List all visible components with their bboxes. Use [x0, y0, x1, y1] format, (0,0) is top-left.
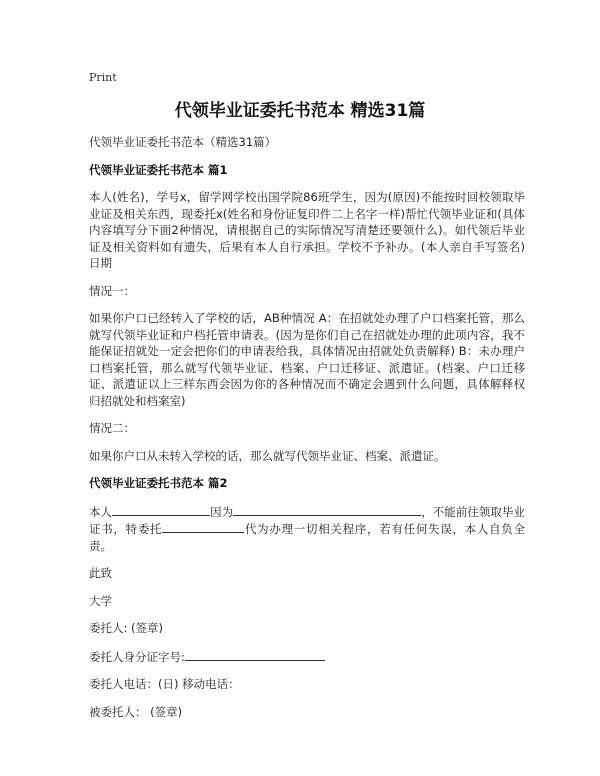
case-1-label: 情况一： — [89, 283, 135, 298]
text-principal: 本人 — [89, 504, 113, 519]
trustee-blank — [162, 520, 244, 533]
case-2-label: 情况二： — [89, 421, 135, 435]
document-body — [89, 134, 525, 731]
section-2-heading: 代领毕业证委托书范本 篇2 — [89, 476, 228, 490]
text-responsibility: 代为办理一切相关程序，若有任何失误，本人自负全责。 — [89, 522, 526, 553]
salutation: 此致 — [89, 566, 112, 580]
phone-line: 委托人电话：(日) 移动电话： — [89, 677, 240, 691]
id-line — [89, 648, 525, 666]
reason-blank — [233, 503, 421, 516]
case-2-text: 如果你户口从未转入学校的话，那么就写代领毕业证、档案、派遣证。 — [89, 448, 446, 463]
text-because: 因为 — [210, 504, 234, 519]
id-blank — [185, 648, 325, 661]
section-1-intro: 本人(姓名)，学号x，留学网学校出国学院86班学生，因为(原因)不能按时回校领取毕业证及相关东西，现委托x(姓名和身份证复印件二上名字一样)帮忙代领毕业证和(具体内容填写分下面2种情况，请根据自己的实际情况写清楚还要领什么)。如代领后毕业证及相关资料如有遗失，后果有本人自行承担。学校不予补办。(本人亲自手写签名) 日期 — [89, 190, 525, 270]
signer-line: 委托人: (签章) — [89, 621, 164, 635]
document-title: 代领毕业证委托书范本 精选31篇 — [174, 101, 426, 121]
recipient: 大学 — [89, 593, 112, 608]
trustee-line: 被委托人： (签章) — [89, 704, 183, 719]
section-2-paragraph — [89, 503, 525, 555]
id-label: 委托人身分证字号: — [89, 649, 185, 664]
print-label: Print — [89, 71, 117, 84]
document-subtitle: 代领毕业证委托书范本（精选31篇） — [89, 135, 277, 149]
case-1-text: 如果你户口已经转入了学校的话，AB种情况 A：在招就处办理了户口档案托管，那么就写代领毕业证和户档托管申请表。(因为是你们自己在招就处办理的此项内容，我不能保证招就处一定会把你们的申请表给我，具体情况由招就处负责解释) B：未办理户口档案托管，那么就写代领毕业证、档案、户口迁移证、派遣证。(档案、户口迁移证、派遣证以上三样东西会因为你的各种情况而不确定会遇到什么问题，具体解释权归招就处和档案室) — [89, 311, 525, 408]
text-cannot-collect: ，不能前往领取毕业证书，特委托 — [89, 504, 526, 536]
section-1-heading: 代领毕业证委托书范本 篇1 — [89, 162, 228, 177]
name-blank — [112, 503, 210, 516]
